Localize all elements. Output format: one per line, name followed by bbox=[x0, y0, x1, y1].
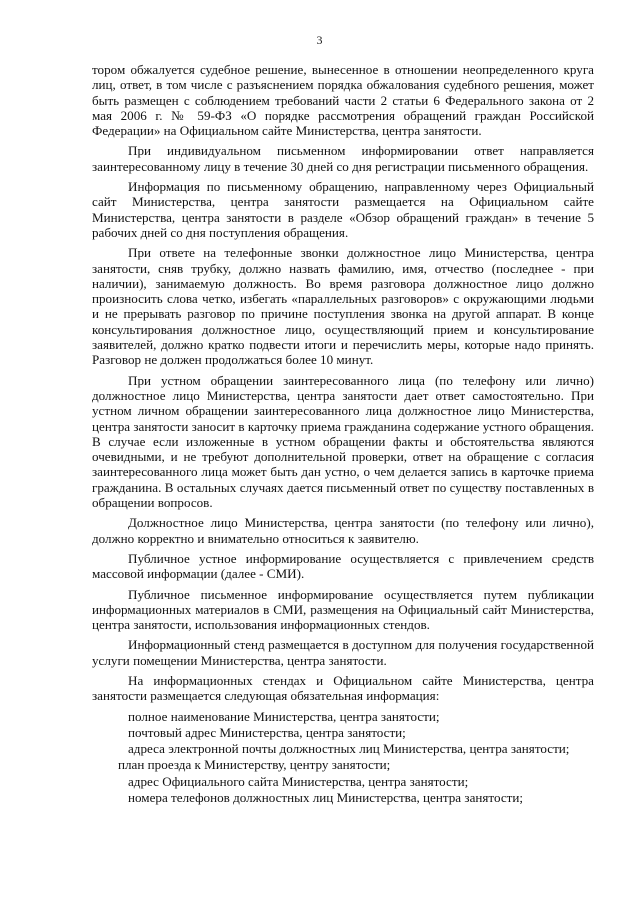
paragraph-phone-calls: При ответе на телефонные звонки должностное лицо Министерства, центра занятости, сняв трубку, должно назвать фамилию, имя, отчество (последнее - при наличии), занимаемую должность. Во время разговора должностное лицо должно произносить слова четко, избегать «параллельных разговоров» с окружающими людьми и не прерывать разговор по причине поступления звонка на другой аппарат. В конце консультирования должностное лицо, осуществляющий прием и консультирование заявителей, должно кратко подвести итоги и перечислить меры, которые надо принять. Разговор не должен продолжаться более 10 минут. bbox=[92, 245, 594, 368]
list-item: адреса электронной почты должностных лиц Министерства, центра занятости; bbox=[128, 741, 570, 757]
paragraph-oral-request: При устном обращении заинтересованного лица (по телефону или лично) должностное лицо Министерства, центра занятости дает ответ самостоятельно. При устном личном обращении заинтересованного лица должностное лицо Министерства, центра занятости заносит в карточку приема гражданина содержание устного обращения. В случае если изложенные в устном обращении факты и обстоятельства являются очевидными, и не требуют дополнительной проверки, ответ на обращение с согласия заинтересованного лица может быть дан устно, о чем делается запись в карточке приема гражданина. В остальных случаях дается письменный ответ по существу поставленных в обращении вопросов. bbox=[92, 372, 594, 511]
list-item: почтовый адрес Министерства, центра занятости; bbox=[128, 724, 406, 740]
paragraph-public-written-info: Публичное письменное информирование осуществляется путем публикации информационных материалов в СМИ, размещения на Официальный сайт Министерства, центра занятости, использования информационных стендов. bbox=[92, 586, 594, 633]
list-item: план проезда к Министерству, центру занятости; bbox=[118, 757, 391, 773]
paragraph-official-conduct: Должностное лицо Министерства, центра занятости (по телефону или лично), должно корректно и внимательно относиться к заявителю. bbox=[92, 515, 594, 546]
paragraph-public-oral-info: Публичное устное информирование осуществляется с привлечением средств массовой информации (далее - СМИ). bbox=[92, 550, 594, 582]
paragraph-info-stand: Информационный стенд размещается в доступном для получения государственной услуги помещении Министерства, центра занятости. bbox=[92, 637, 594, 668]
paragraph-individual-written-info: При индивидуальном письменном информировании ответ направляется заинтересованному лицу в течение 30 дней со дня регистрации письменного обращения. bbox=[92, 143, 594, 174]
paragraph-website-info: Информация по письменному обращению, направленному через Официальный сайт Министерства, центра занятости размещается на Официальном сайте Министерства, центра занятости в разделе «Обзор обращений граждан» в течение 5 рабочих дней со дня поступления обращения. bbox=[92, 179, 594, 240]
list-item: номера телефонов должностных лиц Министерства, центра занятости; bbox=[128, 790, 524, 806]
document-body bbox=[92, 62, 594, 806]
list-item: адрес Официального сайта Министерства, центра занятости; bbox=[128, 773, 469, 789]
list-item: полное наименование Министерства, центра занятости; bbox=[128, 708, 440, 724]
paragraph-continuation: тором обжалуется судебное решение, вынесенное в отношении неопределенного круга лиц, ответ, в том числе с разъяснением порядка обжалования судебного решения, может быть размещен с соблюдением требований части 2 статьи 6 Федерального закона от 2 мая 2006 г. № 59-ФЗ «О порядке рассмотрения обращений граждан Российской Федерации» на Официальном сайте Министерства, центра занятости. bbox=[92, 62, 594, 139]
page-number: 3 bbox=[316, 33, 323, 47]
paragraph-mandatory-info-intro: На информационных стендах и Официальном сайте Министерства, центра занятости размещается следующая обязательная информация: bbox=[92, 672, 594, 704]
